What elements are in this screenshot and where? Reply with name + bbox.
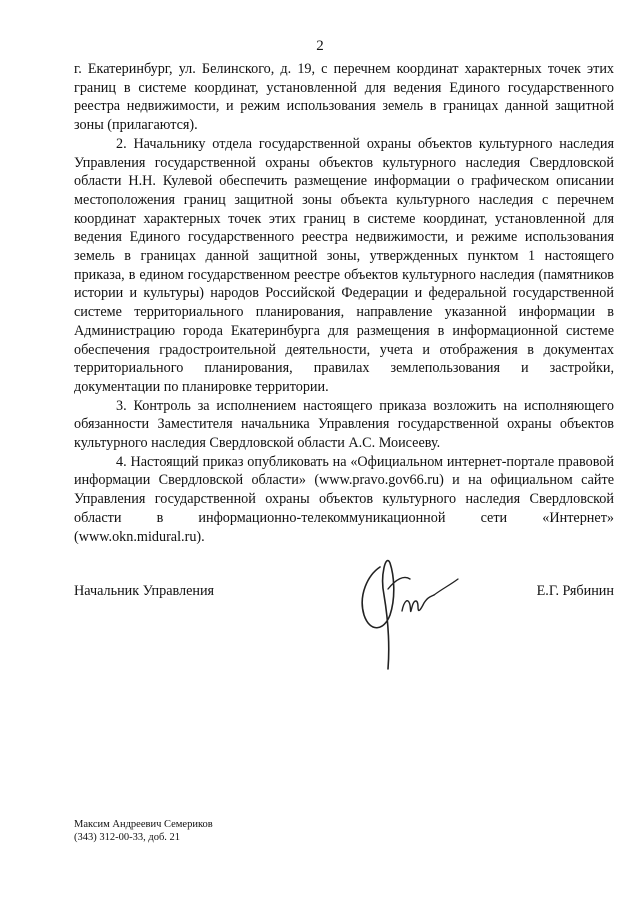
page-number: 2 bbox=[316, 38, 324, 54]
document-body bbox=[74, 60, 614, 546]
executor-info bbox=[74, 818, 213, 844]
paragraph-2: 2. Начальнику отдела государственной охраны объектов культурного наследия Управления государственной охраны объектов культурного наследия Свердловской области Н.Н. Кулевой обеспечить размещение информации о графическом описании местоположения границ защитной зоны объекта культурного наследия с перечнем координат характерных точек этих границ в системе координат, установленной для ведения Единого государственного реестра недвижимости, и режиме использования земель в границах данной защитной зоны, утвержденных пунктом 1 настоящего приказа, в едином государственном реестре объектов культурного наследия (памятников истории и культуры) народов Российской Федерации и федеральной государственной системе территориального планирования, направление указанной информации в Администрацию города Екатеринбурга для размещения в информационной системе обеспечения градостроительной деятельности, учета и отображения в документах территориального планирования, правилах землепользования и застройки, документации по планировке территории. bbox=[74, 135, 614, 395]
paragraph-3: 3. Контроль за исполнением настоящего приказа возложить на исполняющего обязанности Заместителя начальника Управления государственной охраны объектов культурного наследия Свердловской области А.С. Моисееву. bbox=[74, 397, 614, 452]
executor-phone: (343) 312-00-33, доб. 21 bbox=[74, 832, 181, 843]
paragraph-4: 4. Настоящий приказ опубликовать на «Официальном интернет-портале правовой информации Свердловской области» (www.pravo.gov66.ru) и на официальном сайте Управления государственной охраны объектов культурного наследия Свердловской области в информационно-телекоммуникационной сети «Интернет» (www.okn.midural.ru). bbox=[74, 453, 614, 545]
signatory-title: Начальник Управления bbox=[74, 583, 215, 599]
paragraph-1-continuation: г. Екатеринбург, ул. Белинского, д. 19, с перечнем координат характерных точек этих границ в системе координат, установленной для ведения Единого государственного реестра недвижимости, и режим использования земель в границах данной защитной зоны (прилагаются). bbox=[74, 61, 614, 134]
executor-name: Максим Андреевич Семериков bbox=[74, 819, 213, 830]
handwritten-signature bbox=[350, 545, 480, 675]
signatory-name: Е.Г. Рябинин bbox=[536, 583, 614, 599]
signature-block bbox=[74, 583, 614, 603]
